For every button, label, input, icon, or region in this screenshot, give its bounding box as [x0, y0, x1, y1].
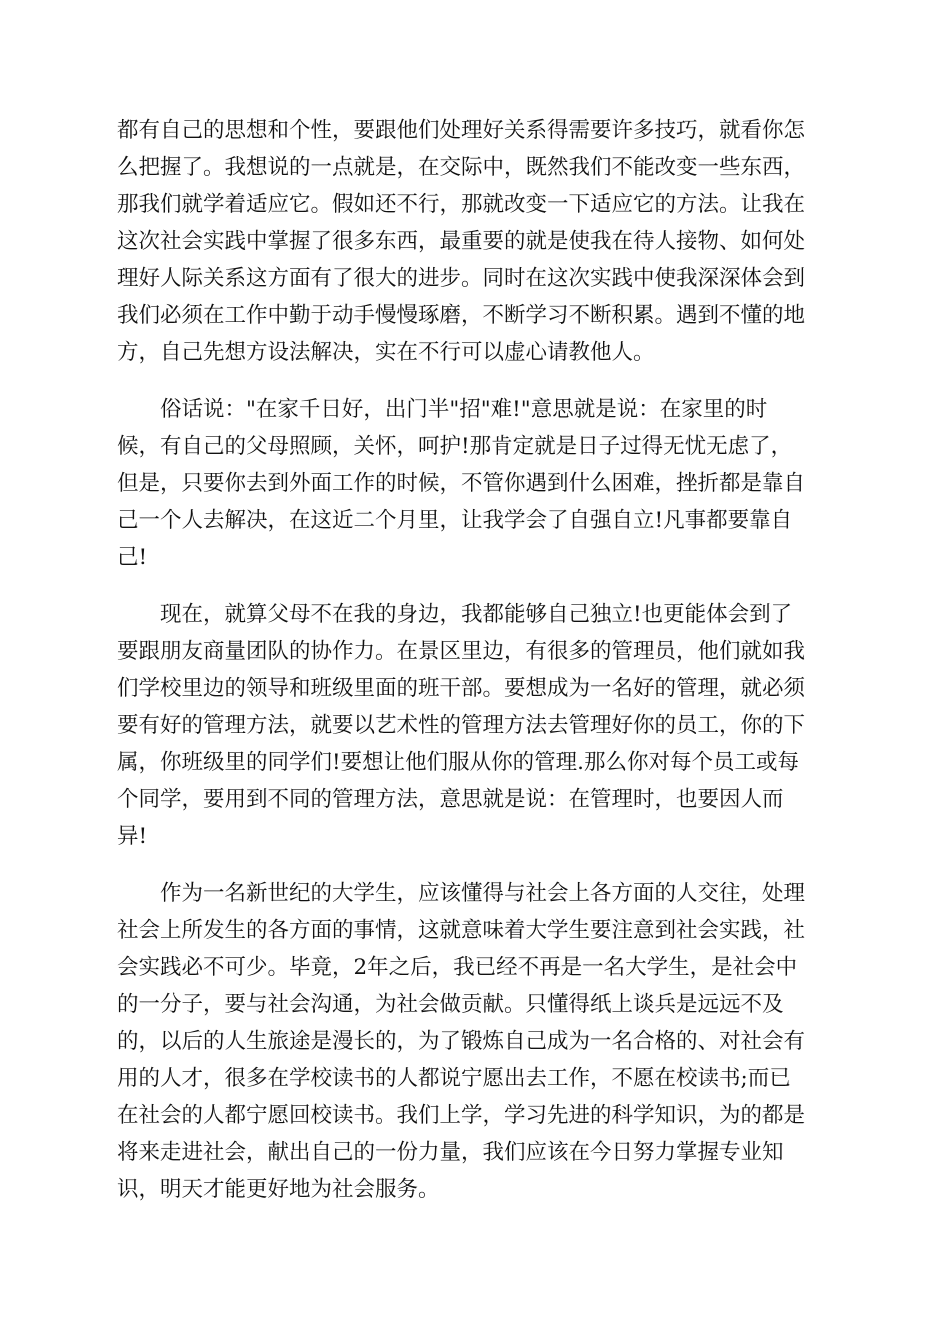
- text-line: 理好人际关系这方面有了很大的进步。同时在这次实践中使我深深体会到: [117, 266, 806, 291]
- paragraph-3: [117, 596, 833, 855]
- text-line: 现在，就算父母不在我的身边，我都能够自己独立!也更能体会到了: [117, 602, 793, 627]
- paragraph-4: [117, 875, 833, 1208]
- text-line: 要跟朋友商量团队的协作力。在景区里边，有很多的管理员，他们就如我: [117, 639, 806, 664]
- text-line: 这次社会实践中掌握了很多东西，最重要的就是使我在待人接物、如何处: [117, 229, 806, 254]
- text-line: 们学校里边的领导和班级里面的班干部。要想成为一名好的管理，就必须: [117, 676, 806, 701]
- text-line: 那我们就学着适应它。假如还不行，那就改变一下适应它的方法。让我在: [117, 192, 806, 217]
- text-line: 会实践必不可少。毕竟，2年之后，我已经不再是一名大学生，是社会中: [117, 955, 798, 980]
- text-line: 将来走进社会，献出自己的一份力量，我们应该在今日努力掌握专业知: [117, 1140, 784, 1165]
- paragraph-1: [117, 112, 833, 371]
- text-line: 用的人才，很多在学校读书的人都说宁愿出去工作，不愿在校读书;而已: [117, 1066, 791, 1091]
- text-line: 作为一名新世纪的大学生，应该懂得与社会上各方面的人交往，处理: [117, 881, 806, 906]
- text-line: 的，以后的人生旅途是漫长的，为了锻炼自己成为一名合格的、对社会有: [117, 1029, 806, 1054]
- text-line: 都有自己的思想和个性，要跟他们处理好关系得需要许多技巧，就看你怎: [117, 118, 806, 143]
- text-line: 要有好的管理方法，就要以艺术性的管理方法去管理好你的员工，你的下: [117, 713, 806, 738]
- text-line: 己!: [117, 545, 148, 570]
- text-line: 但是，只要你去到外面工作的时候，不管你遇到什么困难，挫折都是靠自: [117, 471, 806, 496]
- text-line: 我们必须在工作中勤于动手慢慢琢磨，不断学习不断积累。遇到不懂的地: [117, 303, 806, 328]
- text-line: 么把握了。我想说的一点就是，在交际中，既然我们不能改变一些东西，: [117, 155, 806, 180]
- text-line: 在社会的人都宁愿回校读书。我们上学，学习先进的科学知识，为的都是: [117, 1103, 806, 1128]
- text-line: 识，明天才能更好地为社会服务。: [117, 1177, 440, 1202]
- text-line: 方，自己先想方设法解决，实在不行可以虚心请教他人。: [117, 340, 655, 365]
- text-line: 己一个人去解决，在这近二个月里，让我学会了自强自立!凡事都要靠自: [117, 508, 793, 533]
- text-line: 的一分子，要与社会沟通，为社会做贡献。只懂得纸上谈兵是远远不及: [117, 992, 784, 1017]
- text-line: 属，你班级里的同学们!要想让他们服从你的管理.那么你对每个员工或每: [117, 750, 799, 775]
- text-line: 个同学，要用到不同的管理方法，意思就是说：在管理时，也要因人而: [117, 787, 784, 812]
- text-line: 社会上所发生的各方面的事情，这就意味着大学生要注意到社会实践，社: [117, 918, 806, 943]
- text-line: 俗话说："在家千日好，出门半"招"难!"意思就是说：在家里的时: [117, 397, 768, 422]
- text-line: 异!: [117, 824, 148, 849]
- text-line: 候，有自己的父母照顾，关怀，呵护!那肯定就是日子过得无忧无虑了，: [117, 434, 793, 459]
- paragraph-2: [117, 391, 833, 576]
- document-body: [117, 112, 833, 1228]
